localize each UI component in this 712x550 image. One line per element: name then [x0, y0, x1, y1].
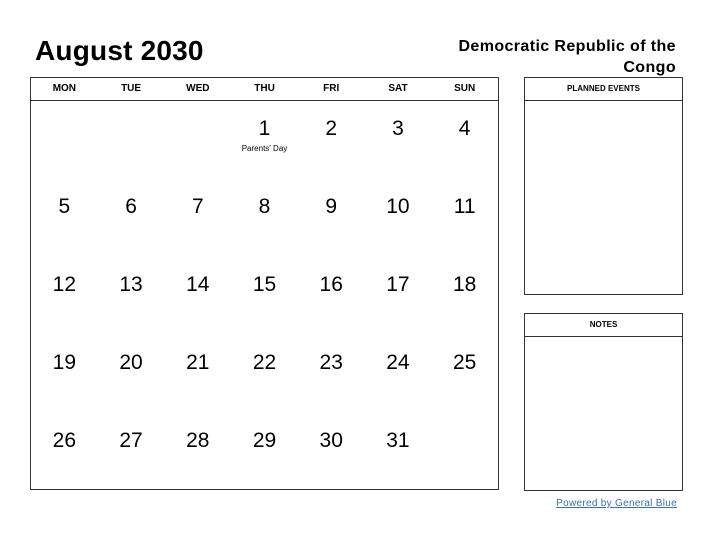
day-number [164, 101, 231, 117]
day-number: 26 [52, 429, 77, 452]
day-cell [98, 413, 165, 491]
notes-heading: NOTES [525, 314, 682, 337]
day-cell [231, 179, 298, 257]
day-number: 19 [52, 351, 77, 374]
day-cell [164, 179, 231, 257]
day-number: 4 [458, 117, 471, 140]
day-cell [31, 257, 98, 335]
day-number: 3 [392, 117, 404, 140]
day-number: 27 [119, 429, 143, 452]
day-cell [365, 413, 432, 491]
day-number: 14 [186, 273, 210, 296]
day-number [31, 101, 98, 117]
day-cell [365, 101, 432, 179]
day-cell [365, 179, 432, 257]
weekday-label: FRI [323, 83, 340, 94]
powered-by-link[interactable]: Powered by General Blue [556, 498, 677, 509]
day-number: 2 [325, 117, 338, 140]
day-number: 31 [386, 429, 410, 452]
weekday-label: SAT [388, 83, 408, 94]
weekday-label: THU [254, 83, 275, 94]
day-cell [98, 335, 165, 413]
day-cell [31, 413, 98, 491]
day-cell [164, 101, 231, 179]
day-cell [98, 179, 165, 257]
day-number: 17 [386, 273, 410, 296]
day-cell [298, 413, 365, 491]
day-cell [31, 335, 98, 413]
day-cell [98, 101, 165, 179]
holiday-label: Parents' Day [241, 144, 288, 153]
day-cell [98, 257, 165, 335]
day-cell [431, 101, 498, 179]
day-number: 24 [386, 351, 410, 374]
day-number: 9 [325, 195, 338, 218]
day-cell [164, 335, 231, 413]
day-cell [365, 335, 432, 413]
day-number: 30 [319, 429, 343, 452]
calendar-grid [30, 77, 499, 490]
day-number: 22 [252, 351, 277, 374]
day-cell [31, 179, 98, 257]
day-number: 11 [453, 195, 476, 218]
weekday-label: WED [186, 83, 210, 94]
weekday-label: TUE [121, 83, 142, 94]
day-number: 10 [386, 195, 410, 218]
day-number: 6 [125, 195, 137, 218]
day-number: 23 [319, 351, 343, 374]
day-cell [231, 413, 298, 491]
planned-events-heading: PLANNED EVENTS [525, 78, 682, 101]
notes-panel [524, 313, 683, 491]
day-number: 8 [258, 195, 271, 218]
day-cell [231, 335, 298, 413]
planned-events-panel [524, 77, 683, 295]
day-cell [431, 179, 498, 257]
day-cell [431, 257, 498, 335]
day-number [431, 413, 498, 429]
day-number: 1 [258, 117, 271, 140]
day-cell [231, 101, 298, 179]
day-cell [298, 101, 365, 179]
day-cell [431, 335, 498, 413]
day-number: 7 [191, 195, 204, 218]
day-number: 20 [119, 351, 143, 374]
day-grid [31, 101, 498, 491]
day-number: 21 [186, 351, 210, 374]
day-number: 5 [58, 195, 71, 218]
day-number: 12 [52, 273, 77, 296]
day-number: 28 [186, 429, 210, 452]
weekday-label: MON [52, 83, 77, 94]
day-cell [31, 101, 98, 179]
day-number: 29 [252, 429, 277, 452]
weekday-header [31, 78, 498, 101]
day-number: 13 [119, 273, 143, 296]
day-cell [164, 257, 231, 335]
day-number: 15 [252, 273, 277, 296]
day-cell [431, 413, 498, 491]
country-name: Democratic Republic of the Congo [458, 38, 676, 76]
day-cell [164, 413, 231, 491]
page-title: August 2030 [35, 35, 204, 66]
weekday-label: SUN [454, 83, 476, 94]
day-cell [365, 257, 432, 335]
day-number: 18 [452, 273, 477, 296]
day-number [98, 101, 165, 117]
day-cell [298, 257, 365, 335]
day-cell [298, 179, 365, 257]
day-cell [298, 335, 365, 413]
day-number: 25 [452, 351, 477, 374]
day-number: 16 [319, 273, 343, 296]
day-cell [231, 257, 298, 335]
